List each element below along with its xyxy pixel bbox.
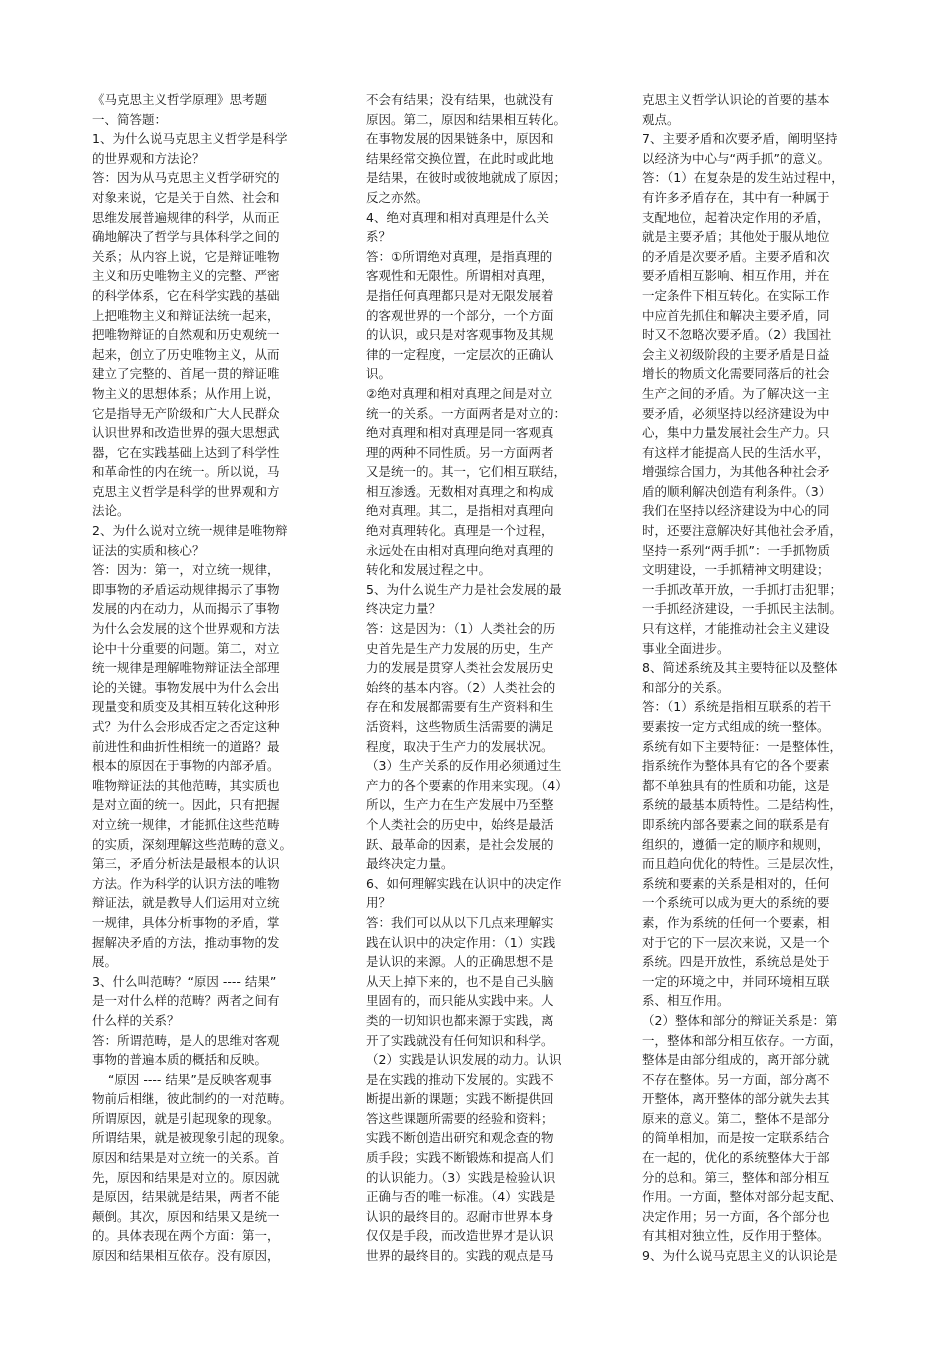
text-line: 事业全面进步。 — [642, 640, 730, 656]
text-line: 观点。 — [642, 111, 680, 127]
text-line: 的。具体表现在两个方面：第一， — [92, 1228, 280, 1244]
text-line: 8、简述系统及其主要特征以及整体 — [642, 660, 838, 676]
text-line: 是在实践的推动下发展的。实践不 — [366, 1071, 554, 1087]
text-line: 答：这是因为：（1）人类社会的历 — [366, 621, 556, 637]
text-line: 第三，矛盾分析法是最根本的认识 — [92, 856, 280, 872]
text-line: 答：因为：第一，对立统一规律， — [92, 562, 280, 578]
text-line: 是原因，结果就是结果，两者不能 — [92, 1189, 280, 1205]
text-line: 1、为什么说马克思主义哲学是科学 — [92, 131, 288, 147]
text-line: 以经济为中心与“两手抓”的意义。 — [642, 150, 830, 166]
text-line: 一手抓经济建设，一手抓民主法制。 — [642, 601, 843, 617]
text-line: 所谓原因，就是引起现象的现象。 — [92, 1110, 280, 1126]
text-line: 证法的实质和核心？ — [92, 542, 205, 558]
text-line: 统一规律是理解唯物辩证法全部理 — [92, 660, 280, 676]
text-line: 力的发展是贯穿人类社会发展历史 — [366, 660, 554, 676]
text-line: 一手抓改革开放，一手抓打击犯罪； — [642, 581, 843, 597]
text-line: 6、如何理解实践在认识中的决定作 — [366, 875, 562, 891]
text-line: 在事物发展的因果链条中，原因和 — [366, 131, 554, 147]
text-line: 所谓结果，就是被现象引起的现象。 — [92, 1130, 293, 1146]
text-line: 有其相对独立性，反作用于整体。 — [642, 1228, 830, 1244]
text-line: 答：①所谓绝对真理，是指真理的 — [366, 248, 553, 264]
text-line: 起来，创立了历史唯物主义，从而 — [92, 346, 280, 362]
text-line: 展。 — [92, 954, 118, 970]
text-line: 支配地位，起着决定作用的矛盾， — [642, 209, 830, 225]
text-line: 又是统一的。其一，它们相互联结， — [366, 464, 567, 480]
text-line: 辩证法，就是教导人们运用对立统 — [92, 895, 280, 911]
text-line: 结果经常交换位置，在此时或此地 — [366, 150, 554, 166]
text-line: 不存在整体。另一方面，部分离不 — [642, 1071, 830, 1087]
text-line: 都不单独具有的性质和功能，这是 — [642, 777, 830, 793]
text-line: 存在和发展都需要有生产资料和生 — [366, 699, 554, 715]
text-line: 永远处在由相对真理向绝对真理的 — [366, 542, 554, 558]
text-line: 什么样的关系？ — [92, 1012, 180, 1028]
text-line: 系统有如下主要特征：一是整体性， — [642, 738, 843, 754]
text-line: 物前后相继，彼此制约的一对范畴。 — [92, 1091, 293, 1107]
text-line: 思维发展普遍规律的科学，从而正 — [92, 209, 280, 225]
text-line: 里固有的，而只能从实践中来。人 — [366, 993, 554, 1009]
text-line: 先，原因和结果是对立的。原因就 — [92, 1169, 280, 1185]
text-line: 跃、最革命的因素，是社会发展的 — [366, 836, 554, 852]
text-line: 确地解决了哲学与具体科学之间的 — [92, 229, 280, 245]
text-line: 认识的最终目的。忍耐市世界本身 — [366, 1208, 554, 1224]
text-line: 终决定力量？ — [366, 601, 442, 617]
text-line: 《马克思主义哲学原理》思考题 — [92, 92, 268, 107]
text-line: 的世界观和方法论？ — [92, 150, 205, 166]
text-line: 时又不忽略次要矛盾。（2）我国社 — [642, 327, 832, 343]
text-line: 史首先是生产力发展的历史，生产 — [366, 640, 554, 656]
text-line: 生产之间的矛盾。为了解决这一主 — [642, 385, 830, 401]
text-line: 即事物的矛盾运动规律揭示了事物 — [92, 581, 280, 597]
text-line: 4、绝对真理和相对真理是什么关 — [366, 209, 549, 225]
text-line: 从天上掉下来的，也不是自己头脑 — [366, 973, 554, 989]
text-line: 类的一切知识也都来源于实践，离 — [366, 1012, 554, 1028]
text-line: 认识世界和改造世界的强大思想武 — [92, 425, 280, 441]
text-line: 在一起的，优化的系统整体大于部 — [642, 1150, 830, 1166]
text-line: 分的总和。第三，整体和部分相互 — [642, 1169, 830, 1185]
text-line: 就是主要矛盾；其他处于服从地位 — [642, 229, 830, 245]
text-line: 和部分的关系。 — [642, 679, 730, 695]
text-line: 根本的原因在于事物的内部矛盾。 — [92, 758, 280, 774]
text-line: 论中十分重要的问题。第二，对立 — [92, 640, 280, 656]
text-line: 主义和历史唯物主义的完整、严密 — [92, 268, 280, 284]
text-line: 论的关键。事物发展中为什么会出 — [92, 679, 280, 695]
text-line: 的认识能力。（3）实践是检验认识 — [366, 1169, 556, 1185]
text-line: 答：（1）系统是指相互联系的若干 — [642, 699, 832, 715]
text-line: 的矛盾是次要矛盾。主要矛盾和次 — [642, 248, 830, 264]
text-line: 客观性和无限性。所谓相对真理， — [366, 268, 554, 284]
text-line: 系统的最基本质特性。二是结构性， — [642, 797, 843, 813]
text-line: 有这样才能提高人民的生活水平， — [642, 444, 830, 460]
text-line: 的简单相加，而是按一定联系结合 — [642, 1130, 830, 1146]
text-line: 正确与否的唯一标准。（4）实践是 — [366, 1189, 556, 1205]
text-line: 整体是由部分组成的，离开部分就 — [642, 1052, 830, 1068]
text-line: 律的一定程度，一定层次的正确认 — [366, 346, 554, 362]
text-line: 不会有结果；没有结果，也就没有 — [366, 92, 554, 107]
text-line: ②绝对真理和相对真理之间是对立 — [366, 385, 553, 401]
text-line: 开整体，离开整体的部分就失去其 — [642, 1091, 830, 1107]
text-line: 组织的，遵循一定的顺序和规则， — [642, 836, 830, 852]
text-line: 理的两种不同性质。另一方面两者 — [366, 444, 554, 460]
text-line: 绝对真理和相对真理是同一客观真 — [366, 425, 554, 441]
text-line: 系统。四是开放性，系统总是处于 — [642, 954, 830, 970]
text-line: 把唯物辩证的自然观和历史观统一 — [92, 327, 280, 343]
text-line: （3）生产关系的反作用必须通过生 — [366, 758, 562, 774]
text-line: 实践不断创造出研究和观念查的物 — [366, 1130, 554, 1146]
text-line: 颠倒。其次，原因和结果又是统一 — [92, 1208, 280, 1224]
text-line: 唯物辩证法的其他范畴，其实质也 — [92, 777, 280, 793]
text-line: 相互渗透。无数相对真理之和构成 — [366, 483, 554, 499]
text-column-left — [92, 90, 292, 1266]
text-line: 识。 — [366, 366, 392, 382]
text-line: 和革命性的内在统一。所以说，马 — [92, 464, 280, 480]
text-line: 9、为什么说马克思主义的认识论是 — [642, 1248, 838, 1264]
text-line: 决定作用；另一方面，各个部分也 — [642, 1208, 830, 1224]
text-column-middle — [366, 90, 572, 1266]
text-line: 系统和要素的关系是相对的，任何 — [642, 875, 830, 891]
text-line: 践在认识中的决定作用：（1）实践 — [366, 934, 556, 950]
text-line: （2）实践是认识发展的动力。认识 — [366, 1052, 562, 1068]
text-line: 是指任何真理都只是对无限发展着 — [366, 287, 554, 303]
text-line: 最终决定力量。 — [366, 856, 454, 872]
text-line: 所以，生产力在生产发展中乃至整 — [366, 797, 554, 813]
text-line: 用？ — [366, 895, 392, 911]
text-line: 关系；从内容上说，它是辩证唯物 — [92, 248, 280, 264]
text-line: 一规律，具体分析事物的矛盾，掌 — [92, 914, 280, 930]
text-line: 而且趋向优化的特性。三是层次性， — [642, 856, 843, 872]
text-line: 开了实践就没有任何知识和科学。 — [366, 1032, 554, 1048]
text-line: 的科学体系，它在科学实践的基础 — [92, 287, 280, 303]
text-line: 答：我们可以从以下几点来理解实 — [366, 914, 554, 930]
text-column-right — [642, 90, 852, 1266]
text-line: 是一对什么样的范畴？两者之间有 — [92, 993, 280, 1009]
text-line: （2）整体和部分的辩证关系是：第 — [642, 1012, 838, 1028]
text-line: “原因 ---- 结果”是反映客观事 — [92, 1071, 272, 1087]
text-line: 程度，取决于生产力的发展状况。 — [366, 738, 554, 754]
text-line: 作用。一方面，整体对部分起支配、 — [642, 1189, 843, 1205]
text-line: 断提出新的课题；实践不断提供回 — [366, 1091, 554, 1107]
text-line: 的客观世界的一个部分，一个方面 — [366, 307, 554, 323]
text-line: 的认识，或只是对客观事物及其规 — [366, 327, 554, 343]
text-line: 现量变和质变及其相互转化这种形 — [92, 699, 280, 715]
text-line: 建立了完整的、首尾一贯的辩证唯 — [92, 366, 280, 382]
text-line: 质手段；实践不断锻炼和提高人们 — [366, 1150, 554, 1166]
text-line: 是结果，在彼时或彼地就成了原因； — [366, 170, 567, 186]
text-line: 2、为什么说对立统一规律是唯物辩 — [92, 523, 288, 539]
text-line: 答：因为从马克思主义哲学研究的 — [92, 170, 280, 186]
text-line: 素，作为系统的任何一个要素，相 — [642, 914, 830, 930]
text-line: 对象来说，它是关于自然、社会和 — [92, 189, 280, 205]
text-line: 中应首先抓住和解决主要矛盾，同 — [642, 307, 830, 323]
text-line: 式？为什么会形成否定之否定这种 — [92, 719, 280, 734]
text-line: 仅仅是手段，而改造世界才是认识 — [366, 1228, 554, 1244]
text-line: 的实质，深刻理解这些范畴的意义。 — [92, 836, 293, 852]
text-line: 克思主义哲学是科学的世界观和方 — [92, 483, 280, 499]
text-line: 增长的物质文化需要同落后的社会 — [642, 366, 830, 382]
text-line: 活资料，这些物质生活需要的满足 — [366, 719, 554, 734]
text-line: 会主义初级阶段的主要矛盾是日益 — [642, 346, 830, 362]
text-line: 增强综合国力，为其他各种社会矛 — [642, 464, 830, 480]
text-line: 7、主要矛盾和次要矛盾，阐明坚持 — [642, 131, 838, 147]
text-line: 有许多矛盾存在，其中有一种属于 — [642, 189, 830, 205]
text-line: 5、为什么说生产力是社会发展的最 — [366, 581, 562, 597]
text-line: 是认识的来源。人的正确思想不是 — [366, 954, 554, 970]
text-line: 我们在坚持以经济建设为中心的同 — [642, 503, 830, 519]
text-line: 指系统作为整体具有它的各个要素 — [642, 758, 830, 774]
text-line: 法论。 — [92, 503, 130, 519]
text-line: 方法。作为科学的认识方法的唯物 — [92, 875, 280, 891]
text-line: 个人类社会的历史中，始终是最活 — [366, 816, 554, 832]
text-line: 为什么会发展的这个世界观和方法 — [92, 621, 280, 637]
text-line: 原因。第二，原因和结果相互转化。 — [366, 111, 567, 127]
text-line: 是对立面的统一。因此，只有把握 — [92, 797, 280, 813]
text-line: 统一的关系。一方面两者是对立的： — [366, 405, 567, 421]
text-line: 要矛盾相互影响、相互作用，并在 — [642, 268, 830, 284]
text-line: 一，整体和部分相互依存。一方面， — [642, 1032, 843, 1048]
text-line: 一个系统可以成为更大的系统的要 — [642, 895, 830, 911]
text-line: 发展的内在动力，从而揭示了事物 — [92, 601, 280, 617]
text-line: 对于它的下一层次来说，又是一个 — [642, 934, 830, 950]
text-line: 一定的环境之中，并同环境相互联 — [642, 973, 830, 989]
text-line: 事物的普遍本质的概括和反映。 — [92, 1052, 268, 1068]
text-line: 要素按一定方式组成的统一整体。 — [642, 719, 830, 734]
text-line: 握解决矛盾的方法，推动事物的发 — [92, 934, 280, 950]
text-line: 答这些课题所需要的经验和资料； — [366, 1110, 554, 1126]
text-line: 世界的最终目的。实践的观点是马 — [366, 1248, 554, 1264]
text-line: 盾的顺利解决创造有利条件。（3） — [642, 483, 832, 499]
text-line: 原因和结果相互依存。没有原因， — [92, 1248, 280, 1264]
text-line: 绝对真理。其二，是指相对真理向 — [366, 503, 554, 519]
text-line: 始终的基本内容。（2）人类社会的 — [366, 679, 556, 695]
text-line: 文明建设，一手抓精神文明建设； — [642, 562, 830, 578]
text-line: 它是指导无产阶级和广大人民群众 — [92, 405, 280, 421]
text-line: 即系统内部各要素之间的联系是有 — [642, 816, 830, 832]
text-line: 一、简答题： — [92, 111, 168, 127]
text-line: 答：（1）在复杂是的发生站过程中， — [642, 170, 844, 186]
text-line: 物主义的思想体系；从作用上说， — [92, 385, 280, 401]
text-line: 产力的各个要素的作用来实现。（4） — [366, 777, 568, 793]
text-line: 时，还要注意解决好其他社会矛盾， — [642, 523, 843, 539]
text-line: 绝对真理转化。真理是一个过程， — [366, 523, 554, 539]
text-line: 一定条件下相互转化。在实际工作 — [642, 287, 830, 303]
text-line: 克思主义哲学认识论的首要的基本 — [642, 92, 830, 107]
text-line: 系、相互作用。 — [642, 993, 730, 1009]
text-line: 3、什么叫范畴？“原因 ---- 结果” — [92, 973, 277, 989]
text-line: 转化和发展过程之中。 — [366, 562, 492, 578]
text-line: 原来的意义。第二，整体不是部分 — [642, 1110, 830, 1126]
text-line: 只有这样，才能推动社会主义建设 — [642, 621, 830, 637]
text-line: 坚持一系列“两手抓”：一手抓物质 — [642, 542, 830, 558]
text-line: 原因和结果是对立统一的关系。首 — [92, 1150, 280, 1166]
text-line: 上把唯物主义和辩证法统一起来， — [92, 307, 280, 323]
text-line: 要矛盾，必须坚持以经济建设为中 — [642, 405, 830, 421]
text-line: 对立统一规律，才能抓住这些范畴 — [92, 816, 280, 832]
text-line: 心，集中力量发展社会生产力。只 — [642, 425, 830, 441]
text-line: 反之亦然。 — [366, 189, 429, 205]
text-line: 器，它在实践基础上达到了科学性 — [92, 444, 280, 460]
text-line: 前进性和曲折性相统一的道路？最 — [92, 738, 280, 754]
text-line: 答：所谓范畴，是人的思维对客观 — [92, 1032, 280, 1048]
text-line: 系？ — [366, 229, 392, 245]
